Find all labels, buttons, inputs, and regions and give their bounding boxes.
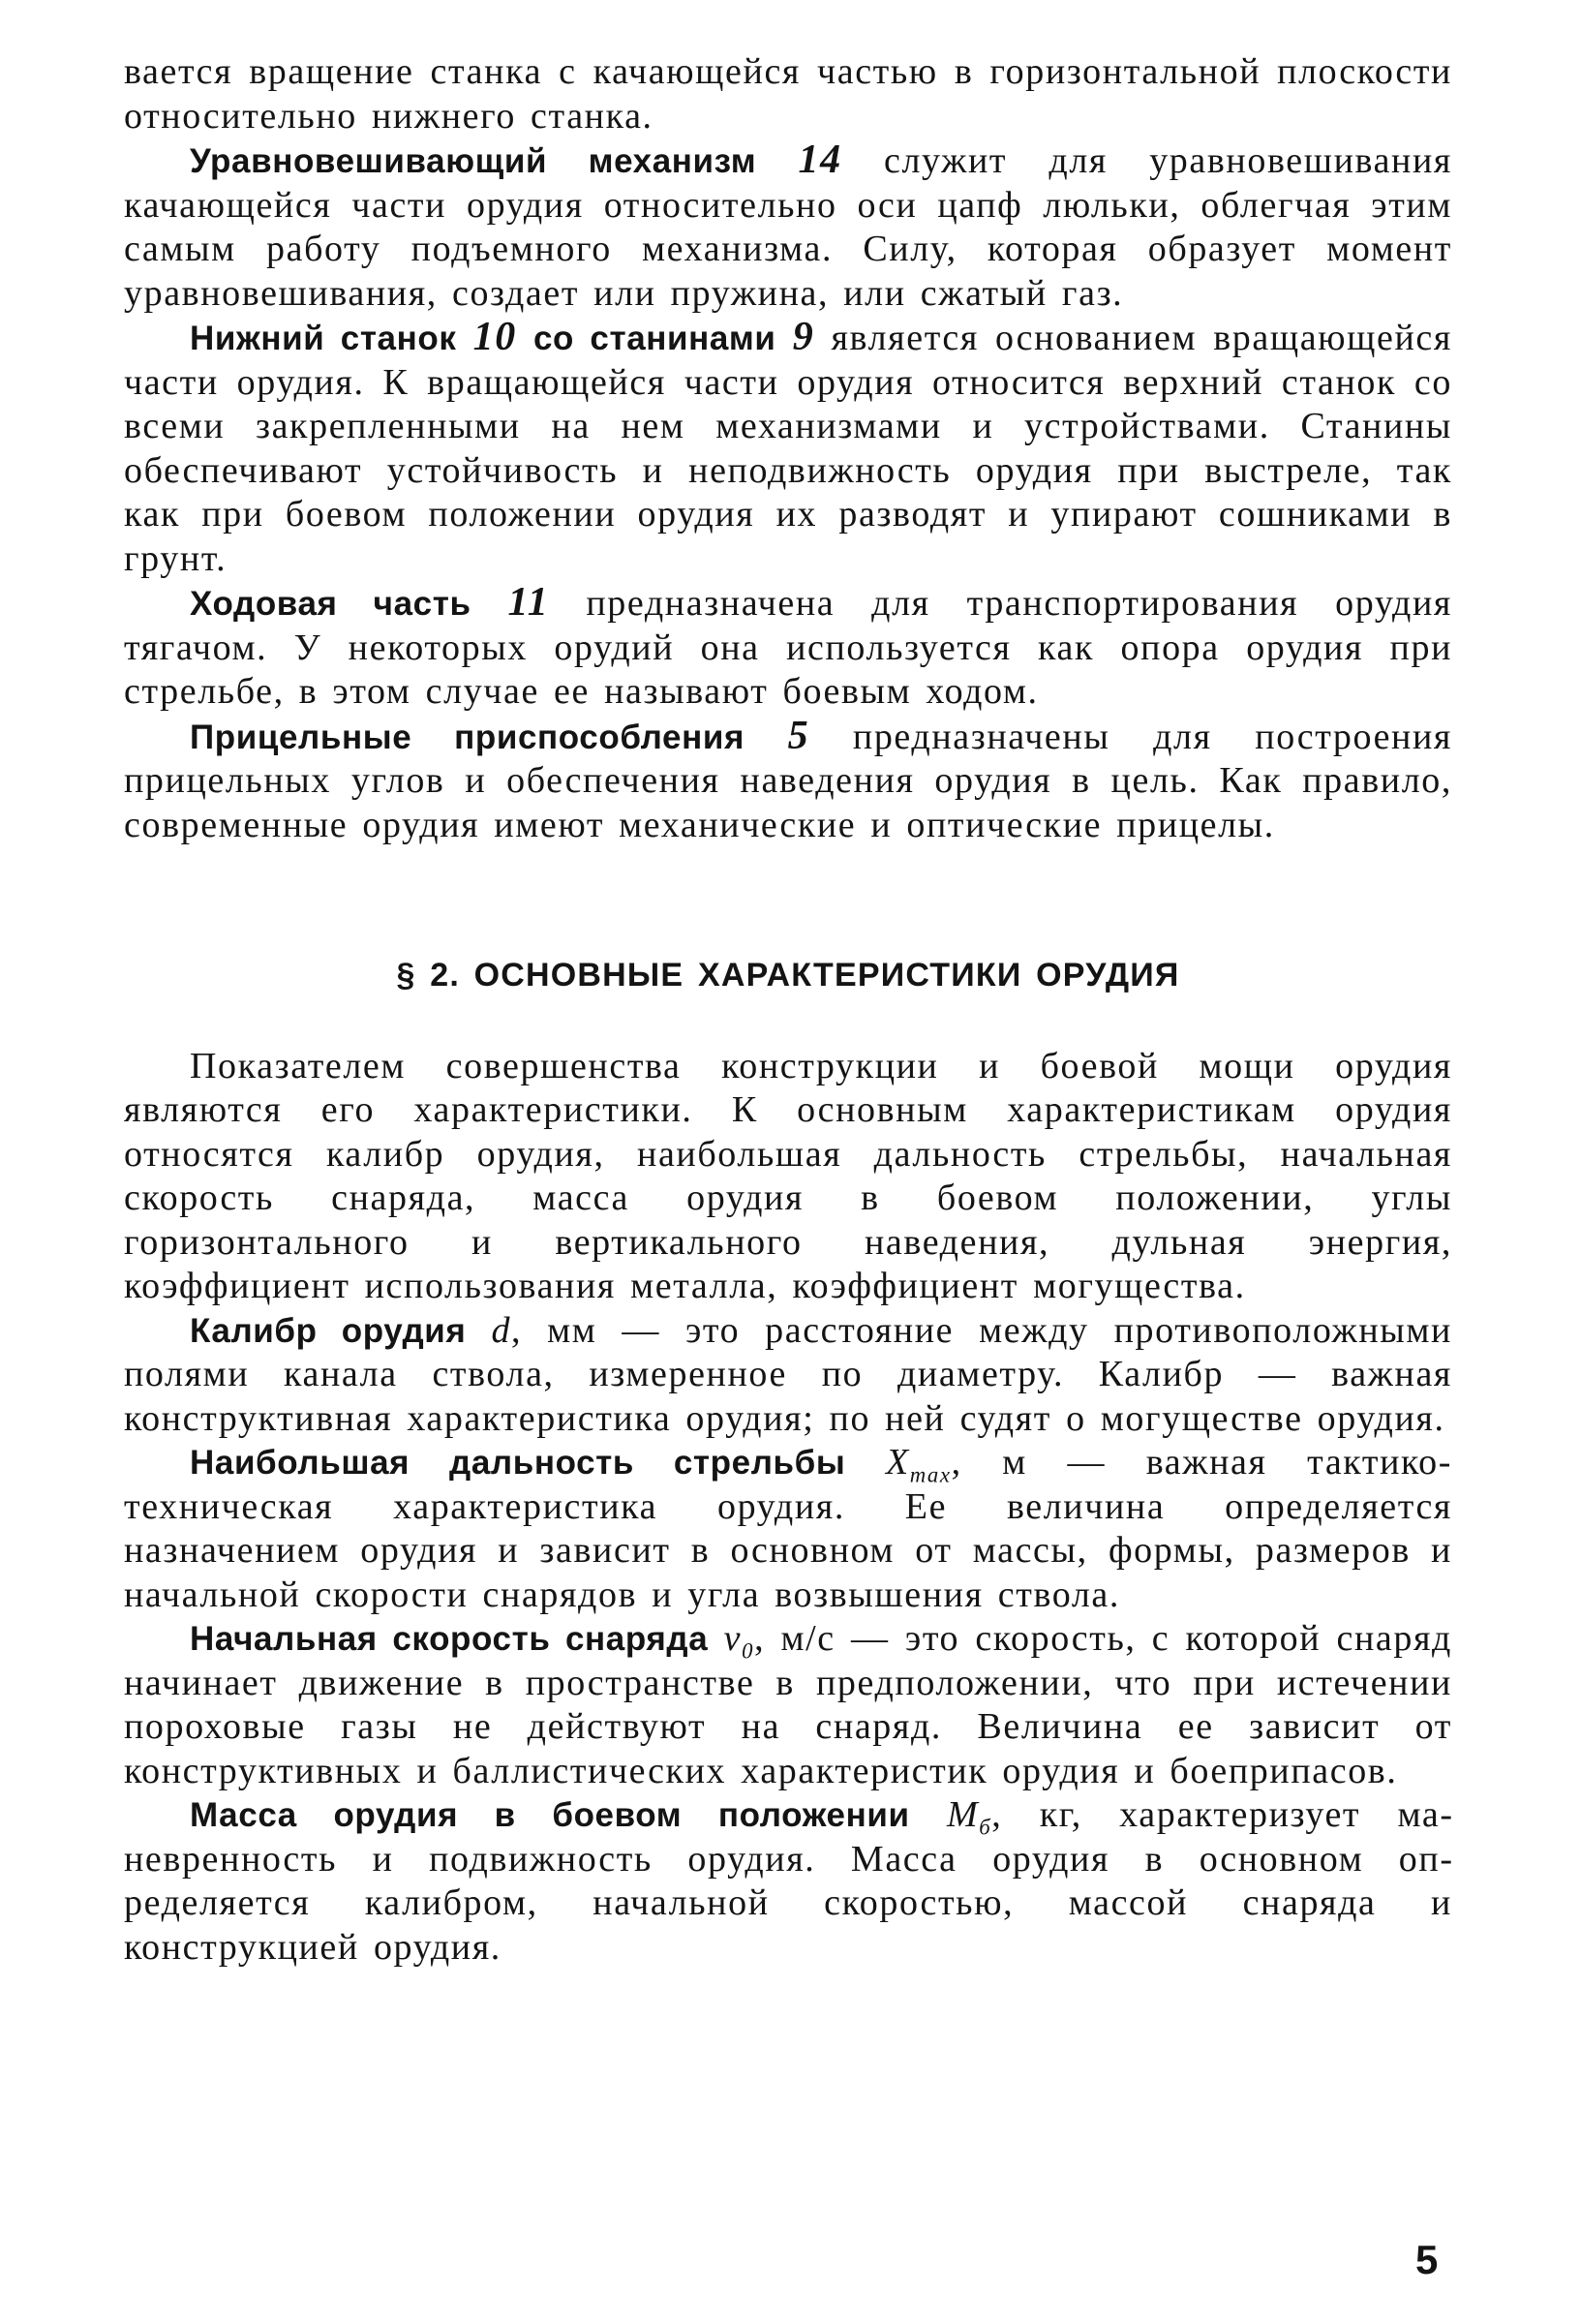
symbol-d: d: [491, 1309, 512, 1351]
term-trails: со станинами: [532, 320, 776, 357]
paragraph-max-range: [124, 1441, 1452, 1617]
paragraph-combat-mass: [124, 1793, 1452, 1970]
term-balancing-mechanism: Уравновешивающий механизм: [190, 142, 757, 180]
figure-ref-5: 5: [787, 713, 810, 758]
paragraph-lower-carriage: [124, 316, 1452, 581]
paragraph-text: предназначены для построения прицельных углов и обеспечения наведения орудия в цель. Как правило, современные орудия имеют механические и оптические прицелы.: [124, 716, 1452, 845]
paragraph-balancing-mechanism: [124, 138, 1452, 316]
paragraph-text: , м/с — это скорость, с которой снаряд начинает движение в пространстве в предположении, что при истечении пороховые газы не действуют на снаряд. Величина ее зависит от конструктивных и баллистических характеристик орудия и боеприпасов.: [124, 1618, 1452, 1791]
paragraph-intro: Показателем совершенства конструкции и боевой мощи орудия являются его характеристики. К основным характеристикам орудия относятся калибр орудия, наибольшая дальность стрельбы, начальная скорость снаряда, масса орудия в боевом положении, углы горизонтального и вертикального наведения, дульная энергия, коэффициент использования металла, коэффициент могущества.: [124, 1045, 1452, 1306]
paragraph-text: предназначена для транспортирования орудия тягачом. У некоторых орудий она используется как опора орудия при стрельбе, в этом случае ее называют боевым ходом.: [124, 583, 1452, 712]
paragraph-muzzle-velocity: [124, 1617, 1452, 1793]
paragraph-caliber: [124, 1309, 1452, 1442]
paragraph-continuation: вается вращение станка с качающейся частью в горизонтальной плоскости относительно нижнего станка.: [124, 51, 1452, 137]
symbol-v0: $v_0$: [723, 1618, 755, 1664]
page-number: 5: [1415, 2237, 1439, 2282]
paragraph-text: , кг, характеризует маневренность и подвижность орудия. Масса орудия в основном определяется калибром, начальной скоростью, массой снаряда и конструкцией орудия.: [124, 1794, 1452, 1968]
subscript-max: max: [909, 1462, 952, 1487]
symbol-x-max: $X_{max}$: [885, 1442, 952, 1487]
figure-ref-11: 11: [507, 580, 550, 625]
term-lower-carriage: Нижний станок: [190, 320, 457, 357]
paragraph-text: , м — важная тактико-техническая характеристика орудия. Ее величина определяется назначением орудия и зависит в основном от массы, формы, размеров и начальной скорости снарядов и угла возвышения ствола.: [124, 1442, 1452, 1615]
paragraph-running-gear: [124, 581, 1452, 715]
symbol-m-b: $M_б$: [946, 1794, 992, 1840]
paragraph-text: служит для уравновешивания качающейся части орудия относительно оси цапф люльки, облегчая этим самым работу подъемного механизма. Силу, которая образует момент уравновешивания, создает или пружина, или сжатый газ.: [124, 140, 1452, 314]
page-body: [124, 50, 1452, 1970]
paragraph-text: , мм — это расстояние между противоположными полями канала ствола, измеренное по диаметру. Калибр — важная конструктивная характеристика орудия; по ней судят о могуществе орудия.: [124, 1309, 1452, 1439]
subscript-0: 0: [742, 1638, 755, 1664]
figure-ref-9: 9: [792, 315, 815, 359]
figure-ref-10: 10: [472, 315, 517, 359]
term-combat-mass: Масса орудия в боевом положении: [190, 1796, 910, 1834]
paragraph-sighting-devices: [124, 715, 1452, 848]
section-heading: § 2. ОСНОВНЫЕ ХАРАКТЕРИСТИКИ ОРУДИЯ: [396, 957, 1180, 994]
term-muzzle-velocity: Начальная скорость снаряда: [190, 1620, 709, 1658]
figure-ref-14: 14: [798, 138, 842, 182]
term-max-range: Наибольшая дальность стрельбы: [190, 1444, 846, 1482]
term-running-gear: Ходовая часть: [190, 585, 471, 623]
subscript-b: б: [979, 1815, 992, 1840]
paragraph-text: является основанием вращающейся части орудия. К вращающейся части орудия относится верхний станок со всеми закрепленными на нем механизмами и устройствами. Станины обеспечивают устойчивость и неподвижность орудия при выстреле, так как при боевом положении орудия их разводят и упирают сошниками в грунт.: [124, 318, 1452, 579]
term-caliber: Калибр орудия: [190, 1311, 467, 1350]
term-sighting-devices: Прицельные приспособления: [190, 718, 744, 756]
